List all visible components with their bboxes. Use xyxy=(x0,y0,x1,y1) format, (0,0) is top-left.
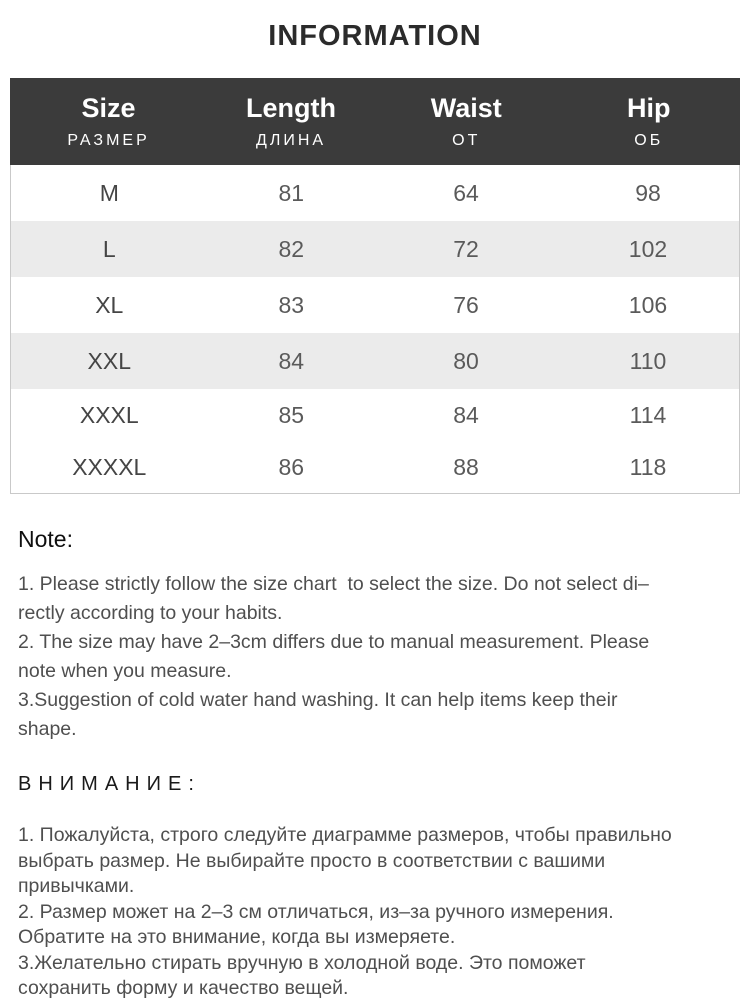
cell-waist: 84 xyxy=(453,401,479,428)
header-sublabel-length: ДЛИНА xyxy=(256,132,327,149)
cell-waist: 72 xyxy=(453,235,479,262)
cell-size: XXL xyxy=(87,347,132,374)
cell-waist: 88 xyxy=(453,453,479,480)
cell-length: 81 xyxy=(278,179,305,206)
attention-text xyxy=(18,823,715,1000)
size-table xyxy=(10,78,740,494)
note-line: 1. Please strictly follow the size chart to select the size. Do not select di– xyxy=(18,573,649,595)
cell-length: 82 xyxy=(278,235,305,262)
header-label-length: Length xyxy=(246,93,337,123)
cell-waist: 76 xyxy=(453,291,479,318)
cell-size: XXXL xyxy=(79,401,139,428)
cell-hip: 106 xyxy=(628,291,668,318)
attention-line: 1. Пожалуйста, строго следуйте диаграмме размеров, чтобы правильно xyxy=(18,824,672,846)
cell-waist: 80 xyxy=(453,347,479,374)
header-col-size xyxy=(10,93,207,150)
table-row-xxl xyxy=(11,333,739,389)
attention-heading: ВНИМАНИЕ: xyxy=(18,773,201,795)
header-sublabel-size: РАЗМЕР xyxy=(67,132,150,149)
attention-line: сохранить форму и качество вещей. xyxy=(18,977,349,999)
table-row-xl xyxy=(11,277,739,333)
attention-line: 2. Размер может на 2–3 см отличаться, из–за ручного измерения. xyxy=(18,900,614,923)
table-row-m xyxy=(11,165,739,221)
cell-waist: 64 xyxy=(453,179,479,206)
cell-hip: 110 xyxy=(629,347,667,374)
note-heading: Note: xyxy=(18,526,73,552)
attention-line: выбрать размер. Не выбирайте просто в соответствии с вашими xyxy=(18,849,606,872)
attention-line: 3.Желательно стирать вручную в холодной воде. Это поможет xyxy=(18,951,586,974)
table-row-xxxl xyxy=(11,389,739,441)
table-row-l xyxy=(11,221,739,277)
note-text xyxy=(18,570,715,744)
note-line: 3.Suggestion of cold water hand washing. It can help items keep their xyxy=(18,689,618,711)
cell-size: M xyxy=(99,179,119,206)
page-title: INFORMATION xyxy=(268,20,482,52)
header-label-waist: Waist xyxy=(430,93,502,123)
cell-size: L xyxy=(102,235,116,262)
header-col-waist xyxy=(375,93,558,150)
header-label-hip: Hip xyxy=(626,93,671,123)
header-sublabel-waist: ОТ xyxy=(452,132,481,149)
size-table-header xyxy=(10,78,740,165)
header-sublabel-hip: ОБ xyxy=(634,132,664,149)
cell-hip: 114 xyxy=(629,401,667,428)
attention-line: Обратите на это внимание, когда вы измеряете. xyxy=(18,926,456,948)
table-row-xxxxl xyxy=(11,441,739,493)
note-line: shape. xyxy=(18,718,77,740)
cell-length: 86 xyxy=(278,453,305,480)
attention-line: привычками. xyxy=(18,875,135,897)
cell-hip: 102 xyxy=(628,235,668,262)
size-table-body xyxy=(10,165,740,494)
cell-hip: 118 xyxy=(629,453,667,480)
cell-hip: 98 xyxy=(635,179,661,206)
cell-length: 85 xyxy=(278,401,305,428)
note-line: note when you measure. xyxy=(18,660,232,682)
cell-length: 83 xyxy=(278,291,305,318)
cell-size: XXXXL xyxy=(72,453,147,480)
header-label-size: Size xyxy=(81,93,136,123)
note-line: rectly according to your habits. xyxy=(18,602,283,624)
note-line: 2. The size may have 2–3cm differs due to manual measurement. Please xyxy=(18,631,650,653)
header-col-hip xyxy=(557,93,740,150)
header-col-length xyxy=(207,93,375,150)
cell-length: 84 xyxy=(278,347,305,374)
cell-size: XL xyxy=(95,291,124,318)
